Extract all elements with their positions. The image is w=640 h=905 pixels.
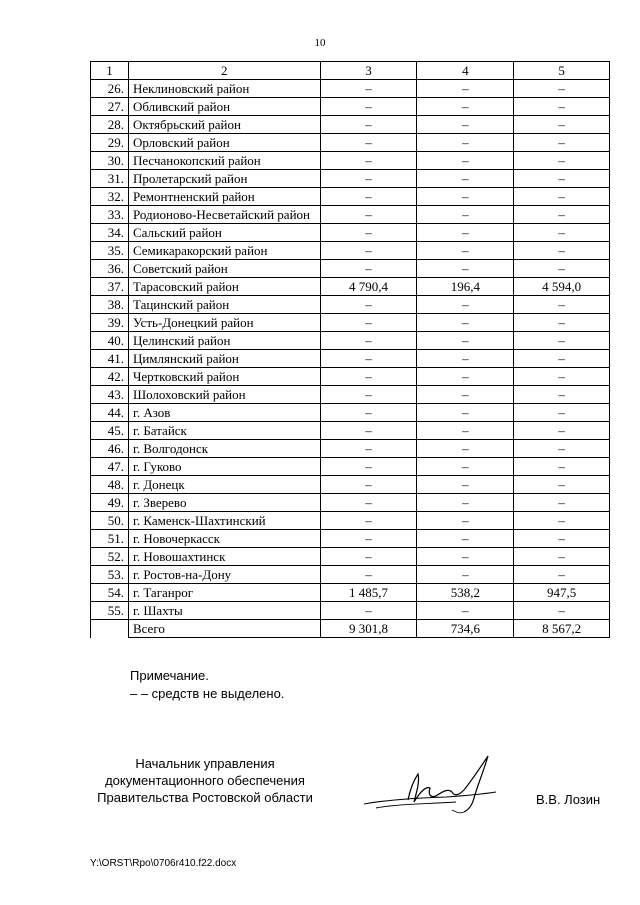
row-number: 44.	[91, 404, 129, 422]
table-row	[91, 602, 610, 620]
page-number: 10	[314, 37, 326, 49]
value-col5: –	[514, 152, 610, 170]
value-col3: –	[320, 566, 417, 584]
table-row	[91, 476, 610, 494]
value-col4: –	[417, 440, 514, 458]
row-name: г. Батайск	[128, 422, 320, 440]
row-name: г. Шахты	[128, 602, 320, 620]
value-col5: –	[514, 566, 610, 584]
value-col4: –	[417, 566, 514, 584]
value-col4: –	[417, 512, 514, 530]
table-row	[91, 404, 610, 422]
row-name: Сальский район	[128, 224, 320, 242]
row-number: 38.	[91, 296, 129, 314]
total-row	[91, 620, 610, 638]
row-number: 31.	[91, 170, 129, 188]
row-name: Тарасовский район	[128, 278, 320, 296]
value-col3: –	[320, 134, 417, 152]
row-number: 41.	[91, 350, 129, 368]
row-name: Цимлянский район	[128, 350, 320, 368]
total-blank-cell	[91, 620, 129, 638]
value-col5: –	[514, 350, 610, 368]
row-name: г. Новочеркасск	[128, 530, 320, 548]
row-name: г. Таганрог	[128, 584, 320, 602]
value-col4: –	[417, 242, 514, 260]
value-col5: –	[514, 494, 610, 512]
row-name: Песчанокопский район	[128, 152, 320, 170]
table-row	[91, 116, 610, 134]
row-number: 42.	[91, 368, 129, 386]
header-cell: 4	[417, 62, 514, 80]
value-col3: 4 790,4	[320, 278, 417, 296]
row-number: 54.	[91, 584, 129, 602]
value-col3: –	[320, 440, 417, 458]
total-label: Всего	[128, 620, 320, 638]
value-col4: –	[417, 80, 514, 98]
row-number: 33.	[91, 206, 129, 224]
value-col4: –	[417, 296, 514, 314]
row-name: Родионово-Несветайский район	[128, 206, 320, 224]
value-col4: –	[417, 314, 514, 332]
row-number: 46.	[91, 440, 129, 458]
value-col5: –	[514, 458, 610, 476]
handwritten-signature	[356, 752, 506, 822]
value-col3: –	[320, 332, 417, 350]
table-row	[91, 314, 610, 332]
value-col5: –	[514, 422, 610, 440]
value-col5: 947,5	[514, 584, 610, 602]
row-number: 43.	[91, 386, 129, 404]
row-number: 34.	[91, 224, 129, 242]
value-col3: –	[320, 458, 417, 476]
table-row	[91, 134, 610, 152]
value-col5: –	[514, 332, 610, 350]
value-col3: –	[320, 224, 417, 242]
value-col4: –	[417, 332, 514, 350]
row-number: 26.	[91, 80, 129, 98]
table-row	[91, 422, 610, 440]
row-name: Пролетарский район	[128, 170, 320, 188]
value-col3: –	[320, 602, 417, 620]
table-row	[91, 458, 610, 476]
table-row	[91, 332, 610, 350]
value-col3: –	[320, 206, 417, 224]
value-col3: –	[320, 98, 417, 116]
value-col4: –	[417, 602, 514, 620]
table-row	[91, 350, 610, 368]
row-number: 55.	[91, 602, 129, 620]
value-col4: –	[417, 152, 514, 170]
row-name: г. Ростов-на-Дону	[128, 566, 320, 584]
table-row	[91, 98, 610, 116]
table-row	[91, 530, 610, 548]
value-col5: –	[514, 260, 610, 278]
value-col4: –	[417, 134, 514, 152]
row-number: 52.	[91, 548, 129, 566]
header-cell: 1	[91, 62, 129, 80]
value-col5: –	[514, 98, 610, 116]
value-col4: 538,2	[417, 584, 514, 602]
row-name: г. Азов	[128, 404, 320, 422]
value-col5: –	[514, 476, 610, 494]
value-col3: –	[320, 368, 417, 386]
row-number: 30.	[91, 152, 129, 170]
note-title: Примечание.	[130, 668, 209, 683]
value-col4: –	[417, 98, 514, 116]
file-path: Y:\ORST\Rpo\0706r410.f22.docx	[90, 858, 237, 869]
row-number: 27.	[91, 98, 129, 116]
value-col4: –	[417, 260, 514, 278]
value-col5: –	[514, 602, 610, 620]
value-col5: –	[514, 224, 610, 242]
total-col5: 8 567,2	[514, 620, 610, 638]
allocation-table	[90, 61, 610, 638]
value-col5: –	[514, 296, 610, 314]
row-name: Обливский район	[128, 98, 320, 116]
value-col5: –	[514, 170, 610, 188]
header-cell: 3	[320, 62, 417, 80]
row-number: 51.	[91, 530, 129, 548]
row-number: 28.	[91, 116, 129, 134]
value-col3: –	[320, 170, 417, 188]
row-number: 45.	[91, 422, 129, 440]
value-col5: –	[514, 548, 610, 566]
value-col5: –	[514, 80, 610, 98]
value-col5: –	[514, 206, 610, 224]
value-col3: –	[320, 116, 417, 134]
row-number: 49.	[91, 494, 129, 512]
table-row	[91, 440, 610, 458]
value-col4: –	[417, 116, 514, 134]
value-col4: –	[417, 494, 514, 512]
table-header-row	[91, 62, 610, 80]
table-row	[91, 188, 610, 206]
value-col4: –	[417, 458, 514, 476]
value-col3: –	[320, 476, 417, 494]
value-col5: –	[514, 512, 610, 530]
value-col3: –	[320, 548, 417, 566]
value-col5: –	[514, 116, 610, 134]
value-col5: –	[514, 440, 610, 458]
row-name: Усть-Донецкий район	[128, 314, 320, 332]
row-number: 48.	[91, 476, 129, 494]
position-line: Правительства Ростовской области	[97, 790, 313, 805]
row-number: 40.	[91, 332, 129, 350]
table-row	[91, 224, 610, 242]
position-line: документационного обеспечения	[105, 773, 305, 788]
value-col4: –	[417, 224, 514, 242]
row-name: Семикаракорский район	[128, 242, 320, 260]
value-col3: 1 485,7	[320, 584, 417, 602]
row-name: г. Гуково	[128, 458, 320, 476]
row-name: г. Новошахтинск	[128, 548, 320, 566]
row-name: г. Донецк	[128, 476, 320, 494]
row-name: Шолоховский район	[128, 386, 320, 404]
row-name: Орловский район	[128, 134, 320, 152]
table-row	[91, 206, 610, 224]
value-col3: –	[320, 314, 417, 332]
table-row	[91, 260, 610, 278]
value-col3: –	[320, 80, 417, 98]
value-col4: –	[417, 476, 514, 494]
value-col4: –	[417, 548, 514, 566]
table-row	[91, 152, 610, 170]
value-col4: –	[417, 368, 514, 386]
row-number: 47.	[91, 458, 129, 476]
value-col4: –	[417, 170, 514, 188]
value-col3: –	[320, 386, 417, 404]
value-col5: 4 594,0	[514, 278, 610, 296]
value-col5: –	[514, 530, 610, 548]
value-col3: –	[320, 260, 417, 278]
row-name: Советский район	[128, 260, 320, 278]
value-col3: –	[320, 188, 417, 206]
value-col4: –	[417, 530, 514, 548]
value-col3: –	[320, 350, 417, 368]
value-col5: –	[514, 242, 610, 260]
total-col3: 9 301,8	[320, 620, 417, 638]
note-text: – – средств не выделено.	[130, 686, 285, 701]
row-number: 37.	[91, 278, 129, 296]
row-number: 39.	[91, 314, 129, 332]
value-col5: –	[514, 386, 610, 404]
table-row	[91, 566, 610, 584]
table-row	[91, 584, 610, 602]
value-col4: –	[417, 422, 514, 440]
row-name: Октябрьский район	[128, 116, 320, 134]
value-col3: –	[320, 404, 417, 422]
value-col5: –	[514, 404, 610, 422]
note	[130, 667, 284, 703]
row-name: г. Волгодонск	[128, 440, 320, 458]
table-row	[91, 512, 610, 530]
value-col5: –	[514, 134, 610, 152]
value-col4: –	[417, 206, 514, 224]
table-row	[91, 80, 610, 98]
value-col5: –	[514, 368, 610, 386]
value-col3: –	[320, 152, 417, 170]
header-cell: 5	[514, 62, 610, 80]
table-row	[91, 278, 610, 296]
value-col3: –	[320, 494, 417, 512]
value-col4: –	[417, 188, 514, 206]
signatory-name: В.В. Лозин	[536, 792, 601, 807]
row-number: 36.	[91, 260, 129, 278]
value-col4: 196,4	[417, 278, 514, 296]
value-col4: –	[417, 404, 514, 422]
row-number: 53.	[91, 566, 129, 584]
table-row	[91, 494, 610, 512]
row-name: г. Каменск-Шахтинский	[128, 512, 320, 530]
value-col3: –	[320, 512, 417, 530]
value-col3: –	[320, 530, 417, 548]
table-row	[91, 296, 610, 314]
row-number: 32.	[91, 188, 129, 206]
value-col3: –	[320, 296, 417, 314]
position-line: Начальник управления	[135, 756, 275, 771]
value-col3: –	[320, 242, 417, 260]
row-name: Тацинский район	[128, 296, 320, 314]
row-number: 29.	[91, 134, 129, 152]
value-col5: –	[514, 314, 610, 332]
row-number: 35.	[91, 242, 129, 260]
row-name: Чертковский район	[128, 368, 320, 386]
row-name: Ремонтненский район	[128, 188, 320, 206]
value-col4: –	[417, 350, 514, 368]
table-row	[91, 386, 610, 404]
table-row	[91, 368, 610, 386]
signatory-position	[90, 755, 320, 806]
header-cell: 2	[128, 62, 320, 80]
value-col5: –	[514, 188, 610, 206]
value-col4: –	[417, 386, 514, 404]
row-name: Целинский район	[128, 332, 320, 350]
total-col4: 734,6	[417, 620, 514, 638]
table-row	[91, 170, 610, 188]
table-row	[91, 242, 610, 260]
value-col3: –	[320, 422, 417, 440]
row-name: Неклиновский район	[128, 80, 320, 98]
table-row	[91, 548, 610, 566]
row-name: г. Зверево	[128, 494, 320, 512]
row-number: 50.	[91, 512, 129, 530]
